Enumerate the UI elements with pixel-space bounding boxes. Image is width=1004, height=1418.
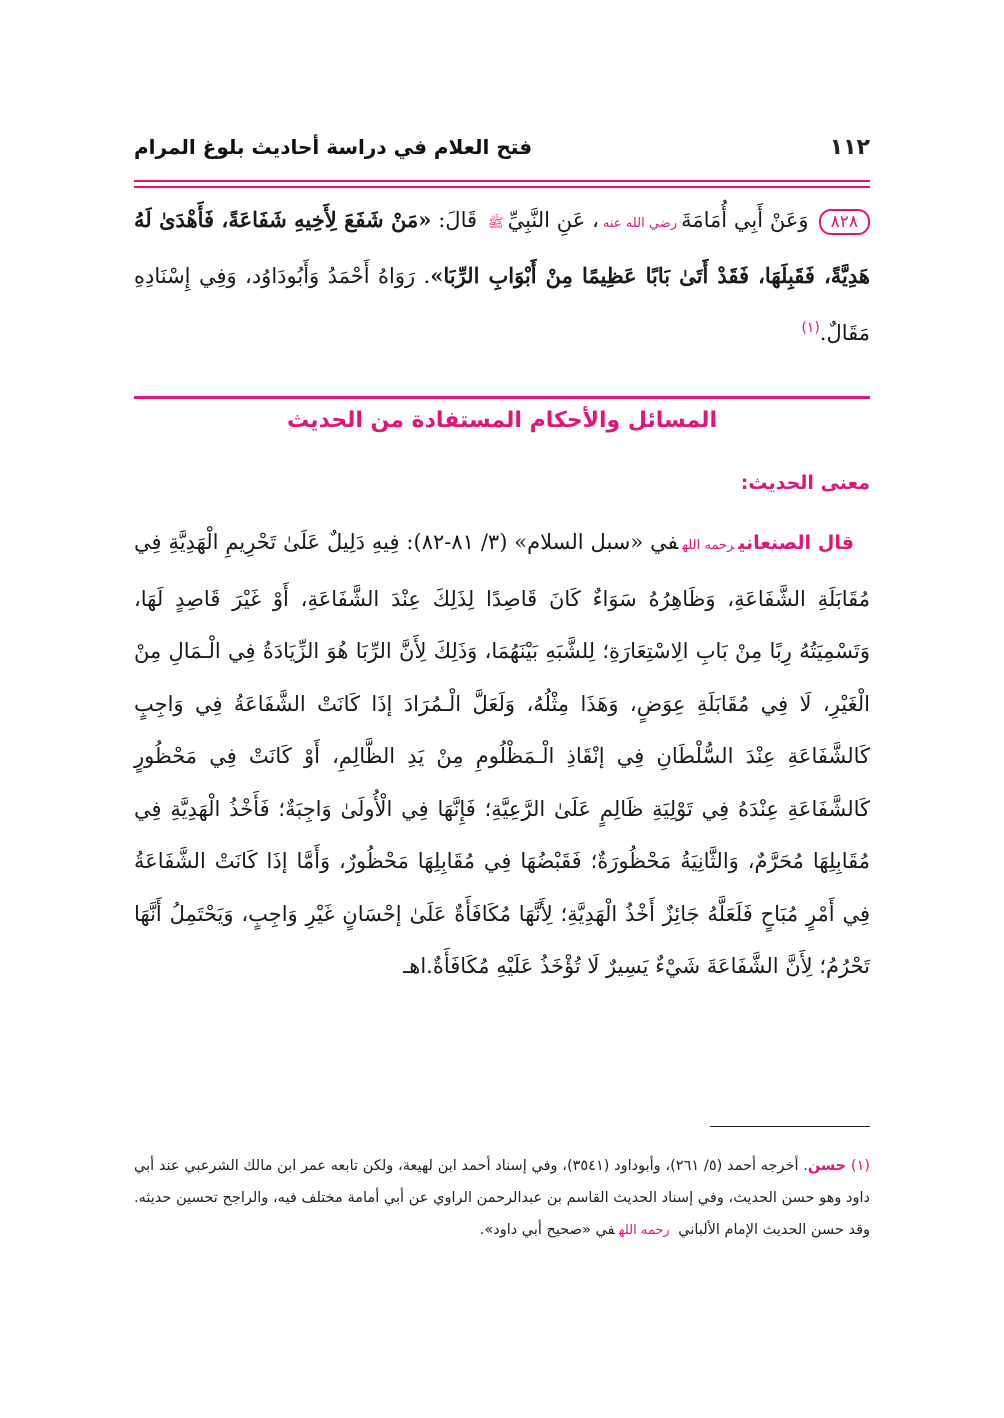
footnote	[134, 1150, 870, 1247]
footnote-grade: حسن	[807, 1158, 847, 1174]
commentary-source: في «سبل السلام» (٣/ ٨١-٨٢):	[406, 530, 679, 554]
page-number: ١١٢	[829, 134, 870, 160]
hadith-takhrij: . رَوَاهُ أَحْمَدُ وَأَبُودَاوُد، وَفِي إِسْنَادِهِ مَقَالٌ.	[134, 264, 870, 345]
footnote-text-1: . أخرجه أحمد (٥/ ٢٦١)، وأبوداود (٣٥٤١)، وفي إسناد أحمد ابن لهيعة، ولكن تابعه عمر ابن مالك الشرعبي عند أبي داود وهو حسن الحديث، وفي إسناد الحديث القاسم بن عبدالرحمن الراوي عن أبي أمامة مختلف فيه، والراجح تحسين حديثه. وقد حسن الحديث الإمام الألباني	[134, 1158, 870, 1238]
book-page	[134, 0, 870, 1418]
page-header	[134, 128, 870, 166]
header-divider-bottom	[134, 186, 870, 188]
footnote-number: (١)	[850, 1158, 871, 1174]
section-divider	[134, 396, 870, 399]
footnote-reference[interactable]: (١)	[801, 320, 820, 336]
footnote-text-2: في «صحيح أبي داود».	[479, 1222, 615, 1238]
commentary-block	[134, 516, 870, 993]
running-title: فتح العلام في دراسة أحاديث بلوغ المرام	[134, 135, 533, 159]
prophet-honorific: ﷺ	[487, 216, 504, 231]
hadith-intro: وَعَنْ أَبِي أُمَامَةَ	[681, 208, 809, 232]
hadith-block	[134, 194, 870, 359]
hadith-number-badge: ٨٢٨	[819, 209, 870, 235]
footnote-separator	[710, 1126, 870, 1127]
header-divider-top	[134, 180, 870, 182]
hadith-from-prophet: ، عَنِ النَّبِيِّ	[507, 208, 599, 232]
scholar-name: قال الصنعاني	[738, 532, 854, 554]
footnote-honorific: رحمه الله	[618, 1223, 670, 1238]
hadith-qala: قَالَ:	[438, 208, 478, 232]
companion-honorific: رضي الله عنه	[602, 216, 678, 231]
subheading-meaning: معنى الحديث:	[740, 472, 870, 494]
scholar-honorific: رحمه الله	[682, 538, 735, 553]
hadith-matn: «مَنْ شَفَعَ لِأَخِيهِ شَفَاعَةً، فَأَهْدَىٰ لَهُ هَدِيَّةً، فَقَبِلَهَا، فَقَدْ أَتَىٰ بَابًا عَظِيمًا مِنْ أَبْوَابِ الرِّبَا»	[134, 207, 870, 288]
commentary-text: فِيهِ دَلِيلٌ عَلَىٰ تَحْرِيمِ الْهَدِيَّةِ فِي مُقَابَلَةِ الشَّفَاعَةِ، وَظَاهِرُهُ سَوَاءٌ كَانَ قَاصِدًا لِذَلِكَ عِنْدَ الشَّفَاعَةِ، أَوْ غَيْرَ قَاصِدٍ لَهَا، وَتَسْمِيَتُهُ رِبًا مِنْ بَابِ الِاسْتِعَارَةِ؛ لِلشَّبَهِ بَيْنَهُمَا، وَذَلِكَ لِأَنَّ الرِّبَا هُوَ الزِّيَادَةُ فِي الْـمَالِ مِنْ الْغَيْرِ، لَا فِي مُقَابَلَةِ عِوَضٍ، وَهَذَا مِثْلُهُ، وَلَعَلَّ الْـمُرَادَ إذَا كَانَتْ الشَّفَاعَةُ فِي وَاجِبٍ كَالشَّفَاعَةِ عِنْدَ السُّلْطَانِ فِي إنْقَاذِ الْـمَظْلُومِ مِنْ يَدِ الظَّالِمِ، أَوْ كَانَتْ فِي مَحْظُورٍ كَالشَّفَاعَةِ عِنْدَهُ فِي تَوْلِيَةِ ظَالِمٍ عَلَىٰ الرَّعِيَّةِ؛ فَإِنَّهَا فِي الْأُولَىٰ وَاجِبَةٌ؛ فَأَخْذُ الْهَدِيَّةِ فِي مُقَابِلِهَا مُحَرَّمٌ، وَالثَّانِيَةُ مَحْظُورَةٌ؛ فَقَبْضُهَا فِي مُقَابِلِهَا مَحْظُورٌ، وَأَمَّا إذَا كَانَتْ الشَّفَاعَةُ فِي أَمْرٍ مُبَاحٍ فَلَعَلَّهُ جَائِزٌ أَخْذُ الْهَدِيَّةِ؛ لِأَنَّهَا مُكَافَأَةٌ عَلَىٰ إحْسَانٍ غَيْرِ وَاجِبٍ، وَيَحْتَمِلُ أَنَّهَا تَحْرُمُ؛ لِأَنَّ الشَّفَاعَةَ شَيْءٌ يَسِيرٌ لَا تُؤْخَذُ عَلَيْهِ مُكَافَأَةٌ.اهـ	[134, 530, 870, 978]
section-title: المسائل والأحكام المستفادة من الحديث	[287, 408, 717, 433]
